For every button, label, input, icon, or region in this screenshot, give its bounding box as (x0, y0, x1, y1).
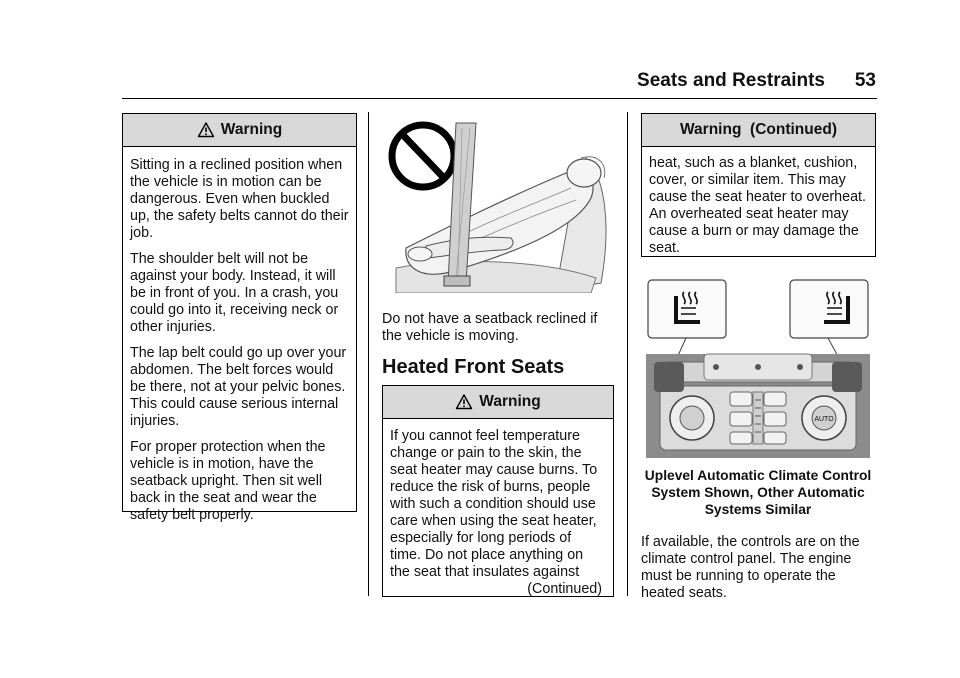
warning-paragraph: The lap belt could go up over your abdomen. The belt forces would be there, not at your pelvic bones. This could cause serious internal injuries. (130, 345, 347, 429)
header-divider (122, 98, 877, 99)
warning-title: Warning (Continued) (680, 121, 837, 138)
page-number: 53 (854, 70, 876, 91)
warning-paragraph: If you cannot feel temperature change or pain to the skin, the seat heater may cause burns. To reduce the risk of burns, people with such a condition should use care when using the seat heater, especially for long periods of time. Do not place anything on the seat that insulates against (390, 428, 598, 580)
warning-paragraph: The shoulder belt will not be against your body. Instead, it will be in front of you. In a crash, you could go into it, receiving neck or other injuries. (130, 251, 339, 335)
warning-box-continued (641, 113, 876, 257)
figure-note: Do not have a seatback reclined if the vehicle is moving. (382, 311, 598, 344)
heated-seat-callout-right (790, 280, 868, 360)
warning-paragraph: Sitting in a reclined position when the vehicle is in motion can be dangerous. Even when buckled up, the safety belts cannot do their job. (130, 157, 349, 241)
section-header-title: Seats and Restraints (637, 70, 825, 91)
column-divider-2 (627, 112, 628, 596)
prohibition-icon (392, 125, 454, 187)
climate-control-panel-illustration (646, 278, 870, 458)
figure-caption: Uplevel Automatic Climate Control System Shown, Other Automatic Systems Similar (644, 468, 872, 517)
column-divider-1 (368, 112, 369, 596)
section-title: Heated Front Seats (382, 356, 565, 378)
warning-box-reclined (122, 113, 357, 523)
warning-paragraph: heat, such as a blanket, cushion, cover, or similar item. This may cause the seat heater to overheat. An overheated seat heater may cause a burn or may damage the seat. (649, 155, 866, 256)
continued-label: (Continued) (527, 581, 602, 597)
warning-header (383, 386, 613, 419)
warning-header (642, 114, 875, 147)
warning-title: Warning (479, 393, 541, 410)
warning-paragraph: For proper protection when the vehicle is in motion, have the seatback upright. Then sit well back in the seat and wear the safety belt properly. (130, 439, 326, 523)
warning-box-heated-seats (382, 385, 614, 597)
heated-seat-callout-left (648, 280, 726, 360)
warning-header (123, 114, 356, 147)
body-text: If available, the controls are on the climate control panel. The engine must be running to operate the heated seats. (641, 534, 860, 601)
warning-triangle-icon (197, 121, 215, 139)
reclined-occupant-illustration (386, 118, 616, 293)
warning-triangle-icon (455, 393, 473, 411)
warning-title: Warning (220, 121, 283, 138)
auto-label: AUTO (814, 416, 834, 423)
